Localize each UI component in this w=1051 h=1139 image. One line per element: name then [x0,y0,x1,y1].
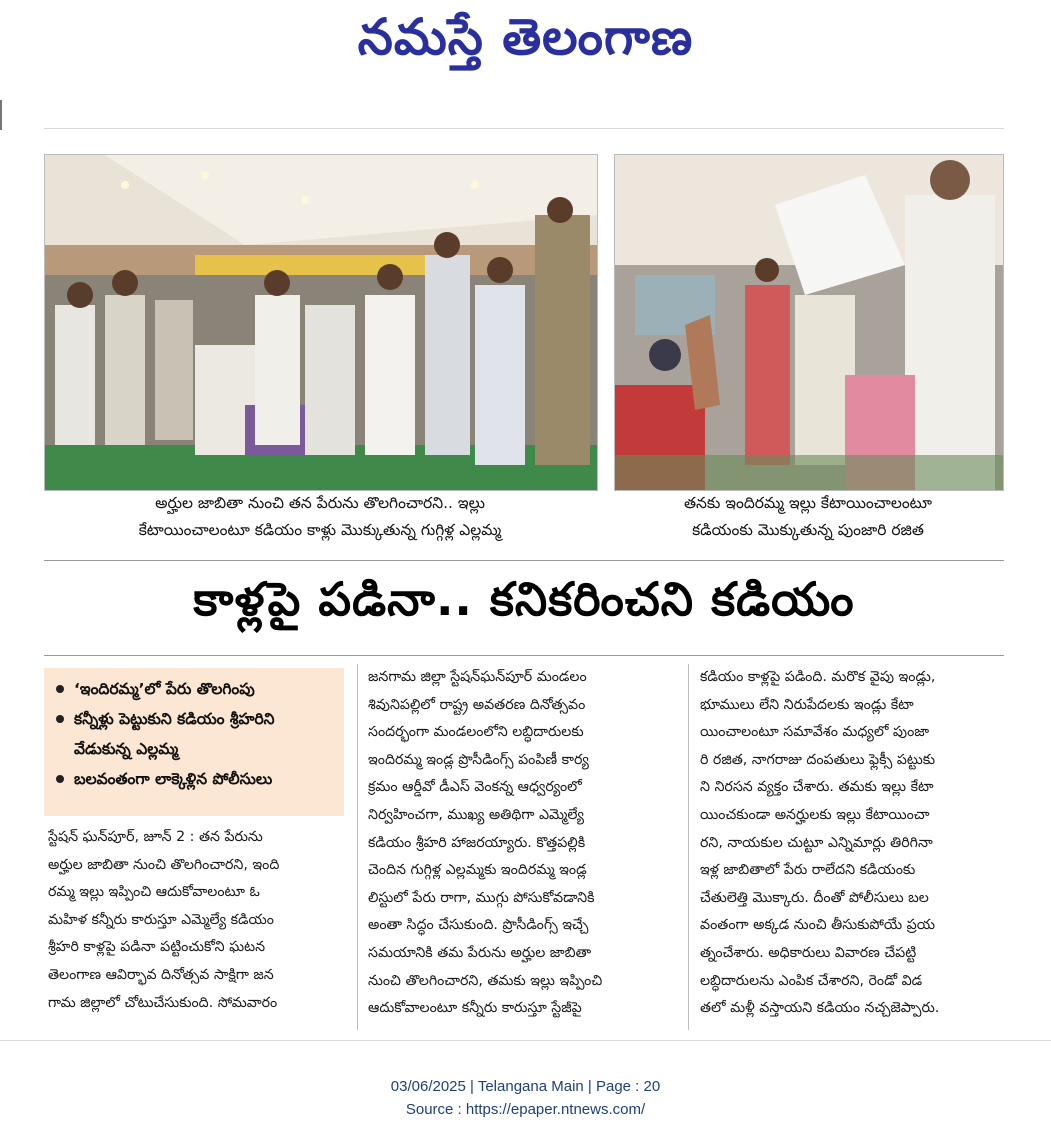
highlight-item: ‘ఇందిరమ్మ’లో పేరు తొలగింపు [54,674,334,704]
article-line: సమయానికి తమ పేరును అర్హుల జాబితా [368,944,592,961]
article-line: లిస్టులో పేరు రాగా, ముగ్గు పోసుకోవడానికి [368,889,595,906]
headline-top-rule [44,560,1004,561]
caption-line: అర్హుల జాబితా నుంచి తన పేరును తొలగించారని.. ఇల్లు [155,494,485,512]
article-line: శివునిపల్లిలో రాష్ట్ర అవతరణ దినోత్సవం [368,696,586,713]
article-line: భూములు లేని నిరుపేదలకు ఇండ్లు కేటా [700,696,914,713]
photo-ceremony-right [614,154,1004,491]
highlight-item: బలవంతంగా లాక్కెళ్లిన పోలీసులు [54,764,334,794]
article-line: నిర్వహించగా, ముఖ్య అతిథిగా ఎమ్మెల్యే [368,806,584,823]
article-line: అర్హుల జాబితా నుంచి తొలగించారని, ఇంది [48,856,280,873]
caption-line: తనకు ఇందిరమ్మ ఇల్లు కేటాయించాలంటూ [683,494,932,512]
article-line: అంతా సిద్ధం చేసుకుంది. ప్రొసీడింగ్స్ ఇచ్చే [368,917,589,934]
article-line: జనగామ జిల్లా స్టేషన్‌ఘన్‌పూర్ మండలం [368,669,587,685]
article-column-3 [700,664,1004,1023]
article-line: సందర్భంగా మండలంలోని లబ్ధిదారులకు [368,724,584,741]
highlights-box [44,668,344,816]
article-line: స్టేషన్ ఘన్‌పూర్, జూన్ 2 : తన పేరును [48,829,263,845]
article-line: నుంచి తొలగించారని, తమకు ఇల్లు ఇప్పించి [368,972,603,989]
footer-edition-info: 03/06/2025 | Telangana Main | Page : 20 [390,1078,661,1095]
article-line: రి రజిత, నాగరాజు దంపతులు ఫ్లెక్సీ పట్టుకు [700,751,936,768]
article-line: కడియం శ్రీహరి హాజరయ్యారు. కొత్తపల్లికి [368,834,586,851]
article-line: లబ్ధిదారులను ఎంపిక చేశారని, రెండో విడ [700,972,923,989]
page-bottom-rule [0,1040,1051,1041]
article-line: ఇళ్ల జాబితాలో పేరు రాలేదని కడియంకు [700,862,916,879]
photo-ceremony-left [44,154,598,491]
article-line: రని, నాయకుల చుట్టూ ఎన్నిమార్లు తిరిగినా [700,834,933,851]
article-line: చేతులెత్తి మొక్కారు. దీంతో పోలీసులు బల [700,889,929,906]
article-line: రమ్మ ఇల్లు ఇప్పించి ఆదుకోవాలంటూ ఓ [48,884,260,901]
article-line: శ్రీహరి కాళ్లపై పడినా పట్టించుకోని ఘటన [48,939,266,956]
article-line: యించాలంటూ సమావేశం మధ్యలో పుంజా [700,724,930,741]
article-line: త్నంచేశారు. అధికారులు వివారణ చేపట్టి [700,944,917,961]
page-edge-mark [0,100,2,130]
article-column-2 [368,664,676,1023]
article-line: ఇందిరమ్మ ఇండ్ల ప్రొసీడింగ్స్ పంపిణీ కార్య [368,751,589,768]
article-line: తలో మళ్లీ వస్తాయని కడియం నచ్చజెప్పారు. [700,1000,940,1017]
footer-source-link[interactable]: Source : https://epaper.ntnews.com/ [405,1101,646,1118]
article-line: యించకుండా అనర్హులకు ఇల్లు కేటాయించా [700,806,930,823]
article-line: మహిళ కన్నీరు కారుస్తూ ఎమ్మెల్యే కడియం [48,911,274,928]
article-line: వంతంగా అక్కడ నుంచి తీసుకుపోయే ప్రయ [700,917,935,934]
article-line: ని నిరసన వ్యక్తం చేశారు. తమకు ఇల్లు కేటా [700,779,934,796]
photo-ceremony-left-image [45,155,597,490]
newspaper-masthead: నమస్తే తెలంగాణ [357,8,694,66]
article-line: తెలంగాణ ఆవిర్భావ దినోత్సవ సాక్షిగా జన [48,966,274,983]
article-line: గామ జిల్లాలో చోటుచేసుకుంది. సోమవారం [48,994,278,1011]
photo-ceremony-right-image [615,155,1003,490]
article-line: చెందిన గుగ్గిళ్ల ఎల్లమ్మకు ఇందిరమ్మ ఇండ్ల [368,862,587,879]
caption-line: కేటాయించాలంటూ కడియం కాళ్లు మొక్కుతున్న గుగ్గిళ్ల ఎల్లమ్మ [138,521,502,539]
column-divider [688,664,689,1030]
column-divider [357,664,358,1030]
article-line: కడియం కాళ్లపై పడింది. మరొక వైపు ఇండ్లు, [700,669,936,685]
headline-bottom-rule [44,655,1004,656]
caption-line: కడియంకు మొక్కుతున్న పుంజారి రజిత [692,521,924,539]
article-line: క్రమం ఆర్డీవో డీఎస్ వెంకన్న ఆధ్వర్యంలో [368,779,582,796]
highlight-item: కన్నీళ్లు పెట్టుకుని కడియం శ్రీహరిని వేడుకున్న ఎల్లమ్మ [54,704,334,764]
photo-caption-left [44,490,596,544]
story-headline: కాళ్లపై పడినా.. కనికరించని కడియం [193,572,855,626]
photo-caption-right [614,490,1002,544]
article-line: ఆదుకోవాలంటూ కన్నీరు కారుస్తూ స్టేజీపై [368,1000,582,1017]
masthead-divider [44,128,1004,129]
article-column-1 [48,824,346,1017]
